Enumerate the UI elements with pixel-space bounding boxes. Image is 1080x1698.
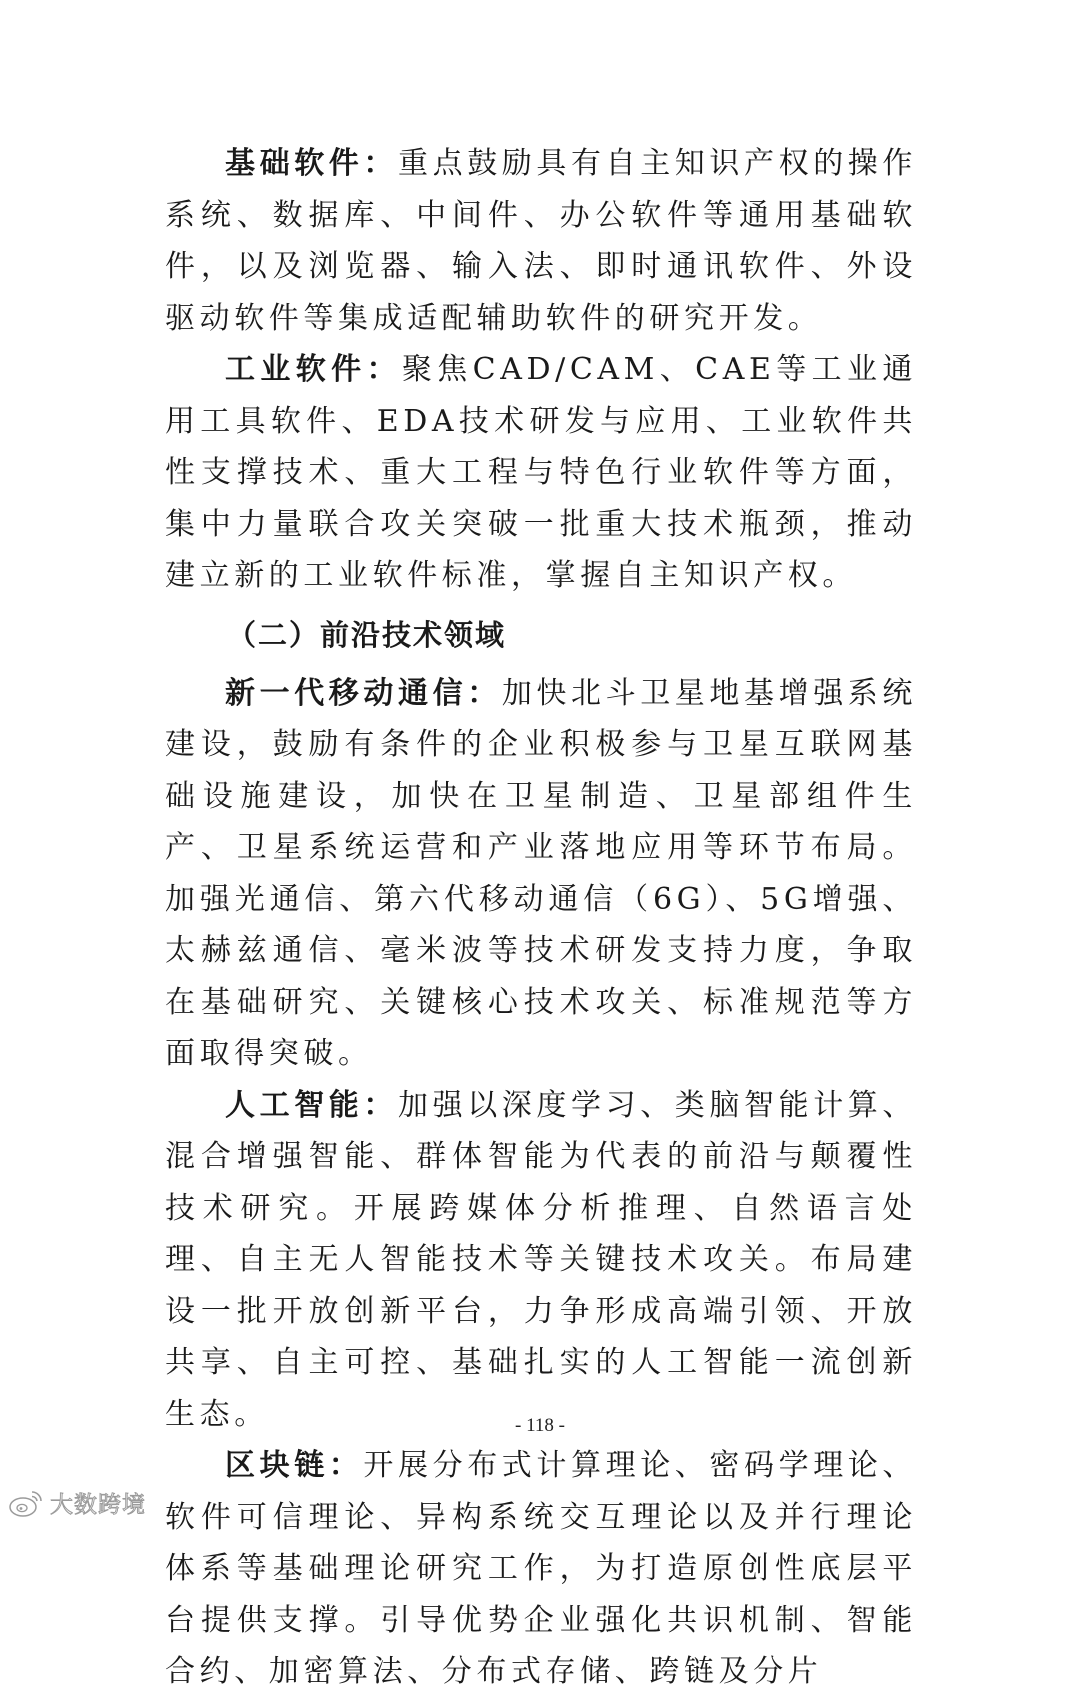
paragraph-mobile-communication — [165, 668, 917, 1080]
paragraph-blockchain — [165, 1440, 917, 1698]
paragraph-text: 加强以深度学习、类脑智能计算、混合增强智能、群体智能为代表的前沿与颠覆性技术研究。开展跨媒体分析推理、自然语言处理、自主无人智能技术等关键技术攻关。布局建设一批开放创新平台，力争形成高端引领、开放共享、自主可控、基础扎实的人工智能一流创新生态。 — [165, 1087, 917, 1432]
section-heading: （二）前沿技术领域 — [227, 617, 507, 652]
document-body — [165, 138, 917, 1698]
watermark — [8, 1486, 146, 1519]
term-artificial-intelligence: 人工智能： — [225, 1087, 398, 1123]
paragraph-text: 聚焦CAD/CAM、CAE等工业通用工具软件、EDA技术研发与应用、工业软件共性支撑技术、重大工程与特色行业软件等方面，集中力量联合攻关突破一批重大技术瓶颈，推动建立新的工业软件标准，掌握自主知识产权。 — [165, 352, 917, 593]
term-blockchain: 区块链： — [225, 1448, 364, 1483]
weibo-logo-icon — [8, 1488, 44, 1518]
paragraph-basic-software — [165, 138, 917, 344]
term-industrial-software: 工业软件： — [225, 352, 402, 387]
term-mobile-communication: 新一代移动通信： — [225, 675, 502, 711]
paragraph-text: 开展分布式计算理论、密码学理论、软件可信理论、异构系统交互理论以及并行理论体系等基础理论研究工作，为打造原创性底层平台提供支撑。引导优势企业强化共识机制、智能合约、加密算法、分布式存储、跨链及分片 — [165, 1448, 918, 1689]
paragraph-text: 加快北斗卫星地基增强系统建设，鼓励有条件的企业积极参与卫星互联网基础设施建设，加快在卫星制造、卫星部组件生产、卫星系统运营和产业落地应用等环节布局。加强光通信、第六代移动通信（6G）、5G增强、太赫兹通信、毫米波等技术研发支持力度，争取在基础研究、关键核心技术攻关、标准规范等方面取得突破。 — [165, 675, 918, 1071]
paragraph-industrial-software — [165, 344, 917, 602]
paragraph-text: 重点鼓励具有自主知识产权的操作系统、数据库、中间件、办公软件等通用基础软件，以及浏览器、输入法、即时通讯软件、外设驱动软件等集成适配辅助软件的研究开发。 — [165, 146, 917, 336]
term-basic-software: 基础软件： — [225, 146, 398, 181]
watermark-text: 大数跨境 — [50, 1492, 146, 1518]
paragraph-artificial-intelligence — [165, 1080, 917, 1441]
page-number: - 118 - — [515, 1415, 565, 1436]
